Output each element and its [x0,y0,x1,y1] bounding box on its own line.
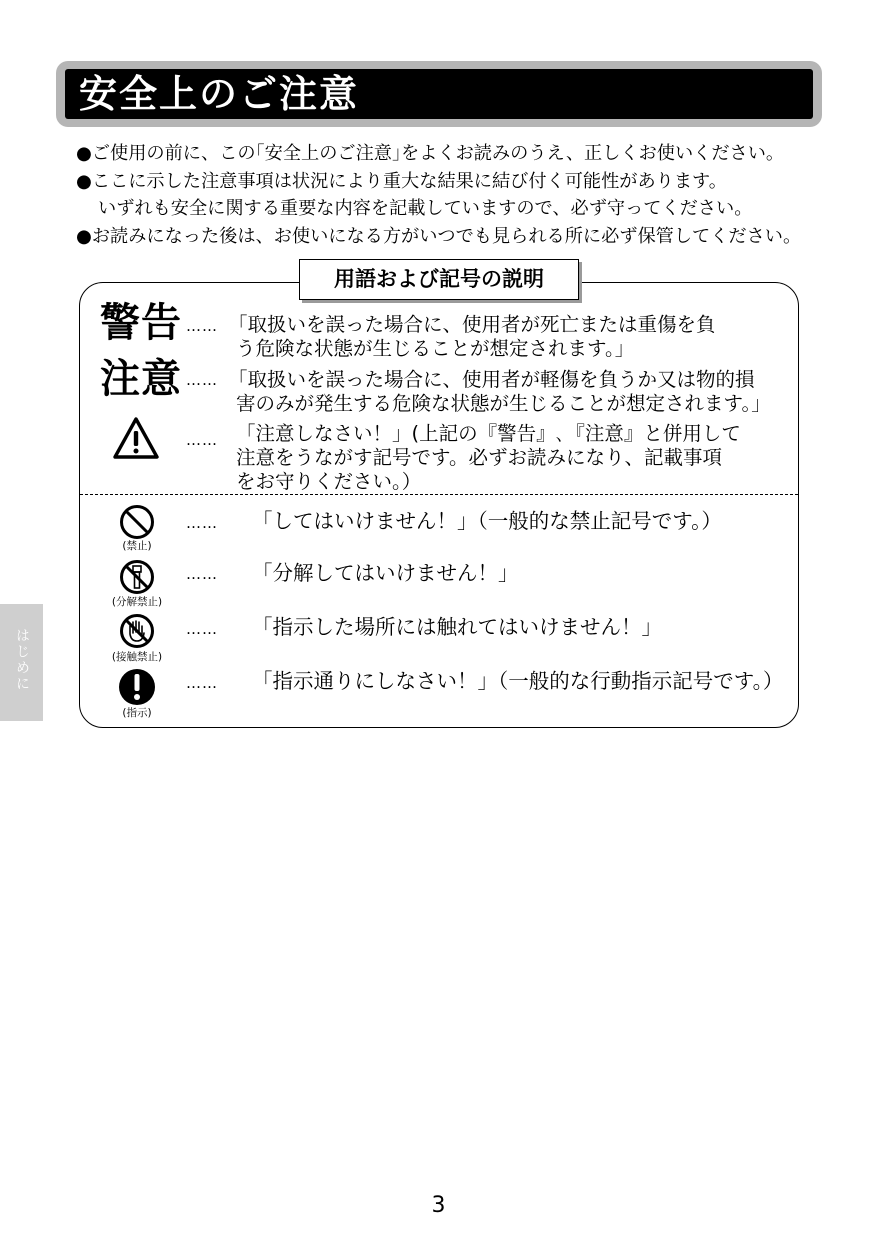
no-touch-description: 「指示した場所には触れてはいけません！」 [252,615,662,639]
no-touch-icon [118,612,156,650]
warning-triangle-icon [112,416,160,460]
no-disassembly-dots: …… [186,565,218,583]
intro-line-4: ●お読みになった後は、お使いになる方がいつでも見られる所に必ず保管してください。 [76,225,802,247]
no-disassembly-description: 「分解してはいけません！」 [252,561,519,585]
caution-term: 注意 [100,356,182,402]
alert-symbol-description-line-1: 「注意しなさい！」(上記の『警告』､『注意』と併用して [236,422,741,445]
prohibition-icon [118,503,156,541]
page-number: 3 [431,1193,446,1218]
prohibition-description: 「してはいけません！」（一般的な禁止記号です。） [252,509,722,533]
alert-symbol-description-line-2: 注意をうながす記号です。必ずお読みになり、記載事項 [236,446,722,469]
warning-description [228,313,786,361]
caution-dots: …… [186,371,218,389]
prohibition-caption: (禁止) [122,540,152,552]
no-disassembly-icon [118,558,156,596]
intro-notes [76,140,816,250]
side-section-label: はじめに [14,628,30,692]
caution-description-line-2: 害のみが発生する危険な状態が生じることが想定されます。」 [236,392,771,415]
side-section-tab [0,604,43,721]
no-disassembly-caption: (分解禁止) [111,596,163,608]
warning-description-line-2: う危険な状態が生じることが想定されます。」 [236,337,635,360]
prohibition-dots: …… [186,514,218,532]
no-touch-dots: …… [186,620,218,638]
intro-line-1: ●ご使用の前に、この｢安全上のご注意｣をよくお読みのうえ、正しくお使いください。 [76,143,785,164]
instruction-dots: …… [186,674,218,692]
alert-symbol-dots: …… [186,431,218,449]
no-touch-caption: (接触禁止) [111,651,163,663]
caution-description [228,368,786,416]
section-divider [80,494,798,495]
caution-description-line-1: 「取扱いを誤った場合に、使用者が軽傷を負うか又は物的損 [228,368,755,391]
alert-symbol-description [236,422,786,494]
warning-term: 警告 [100,300,182,346]
instruction-icon [117,667,157,707]
page-title: 安全上のご注意 [79,72,360,116]
title-bar-inner [65,69,813,119]
title-bar [56,61,822,127]
warning-description-line-1: 「取扱いを誤った場合に、使用者が死亡または重傷を負 [228,313,716,336]
intro-line-2: ●ここに示した注意事項は状況により重大な結果に結び付く可能性があります。 [76,170,727,192]
explanation-box-title: 用語および記号の説明 [299,259,579,300]
instruction-description: 「指示通りにしなさい！」（一般的な行動指示記号です。） [252,669,784,693]
warning-dots: …… [186,317,218,335]
intro-line-3: いずれも安全に関する重要な内容を記載していますので、必ず守ってください。 [98,198,753,219]
instruction-caption: (指示) [122,707,152,719]
alert-symbol-description-line-3: をお守りください。） [236,470,422,493]
